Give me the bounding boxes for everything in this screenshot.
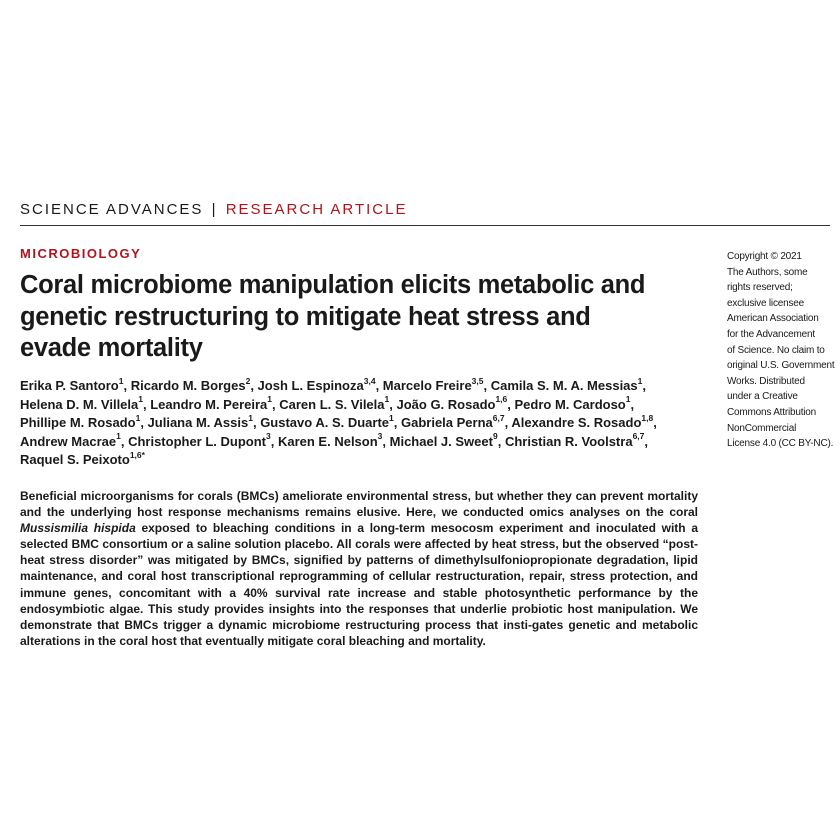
author-name: Gabriela Perna [400, 415, 493, 430]
author [396, 394, 508, 412]
author-name: Ricardo M. Borges [130, 378, 246, 393]
author-affiliation: 1,8 [641, 412, 654, 423]
copyright-notice [727, 249, 835, 452]
copyright-line: Commons Attribution [727, 406, 817, 418]
author [147, 412, 253, 430]
author-name: Pedro M. Cardoso [514, 396, 626, 412]
author [382, 375, 484, 393]
author-name: Marcelo Freire [382, 378, 472, 393]
author-affiliation: 1 [637, 375, 643, 386]
copyright-line: License 4.0 (CC BY-NC). [727, 438, 834, 450]
author-affiliation: 1 [625, 394, 631, 405]
journal-name: SCIENCE ADVANCES [20, 201, 204, 218]
author-name: Alexandre S. Rosado [511, 415, 642, 430]
author [514, 394, 631, 412]
copyright-line: rights reserved; [727, 282, 793, 294]
author-name: Erika P. Santoro [20, 378, 119, 393]
author-name: Karen E. Nelson [277, 433, 378, 449]
author-name: João G. Rosado [396, 396, 496, 412]
author-name: Gustavo A. S. Duarte [260, 415, 390, 430]
abstract-text-2: exposed to bleaching conditions in a long-term mesocosm experiment and inoculated with a selected BMC consortium or a saline solution placebo. All corals were affected by heat stress, but the observed “post-heat stress disorder” was mitigated by BMCs, signified by patterns of dimethylsulfoniopropionate degradation, lipid maintenance, and coral host transcriptional reprogramming of cellular restructuration, repair, stress protection, and immune genes, concomitant with a 40% survival rate increase and stable photosynthetic performance by the endosymbiotic algae. This study provides insights into the responses that underlie probiotic host manipulation. We demonstrate that BMCs trigger a dynamic microbiome restructuring process that insti-gates genetic and metabolic alterations in the coral host that eventually mitigate coral bleaching and mortality. [20, 521, 699, 648]
copyright-line: Copyright © 2021 [727, 251, 802, 262]
author [279, 394, 390, 412]
author [150, 394, 273, 412]
author-affiliation: 3 [377, 431, 383, 442]
author [511, 412, 654, 430]
author-affiliation: 1 [118, 375, 124, 386]
copyright-line: for the Advancement [727, 328, 815, 340]
author-name: Caren L. S. Vilela [279, 396, 385, 412]
author-affiliation: 1 [138, 394, 143, 405]
journal-header [20, 201, 407, 218]
copyright-line: Works. Distributed [727, 375, 805, 387]
article-type: RESEARCH ARTICLE [225, 201, 408, 218]
copyright-line: NonCommercial [727, 422, 797, 434]
author-list: Erika P. Santoro$^1$, Ricardo M. Borges$^2$, Josh L. Espinoza$^{3,4}$, Marcelo Freire$^{3,5}$, Camila S. M. A. Messias$^1$, Helena D. M. Villela$^1$, Leandro M. Pereira$^1$, Caren L. S. Vilela$^1$, João G. Rosado$^{1,6}$, Pedro M. Cardoso$^1$, Phillipe M. Rosado$^1$, Juliana M. Assis$^1$, Gustavo A. S. Duarte$^1$, Gabriela Perna$^{6,7}$, Alexandre S. Rosado$^{1,8}$, Andrew Macrae$^1$, Christopher L. Dupont$^3$, Karen E. Nelson$^3$, Michael J. Sweet$^9$, Christian R. Voolstra$^{6,7}$, Raquel S. Peixoto$^{1,6*}$ [20, 375, 657, 467]
author [20, 412, 141, 430]
author-affiliation: 3 [266, 431, 271, 442]
copyright-line: exclusive licensee [727, 297, 804, 309]
author-affiliation: 1 [389, 412, 394, 423]
author-affiliation: 6,7 [632, 431, 645, 442]
author [20, 375, 124, 393]
author-affiliation: 2 [245, 375, 251, 386]
author-affiliation: 1,6 [495, 394, 508, 405]
author-affiliation: 1 [116, 431, 121, 442]
author [130, 375, 251, 393]
author-name: Josh L. Espinoza [257, 378, 364, 393]
author [128, 431, 271, 449]
author [20, 431, 121, 449]
copyright-line: The Authors, some [727, 266, 808, 278]
author [504, 431, 645, 449]
author-name: Leandro M. Pereira [150, 396, 268, 412]
author-name: Christian R. Voolstra [504, 433, 633, 449]
author-affiliation: 3,5 [471, 375, 484, 386]
author [260, 412, 394, 430]
author [490, 375, 643, 393]
copyright-line: American Association [727, 313, 819, 325]
author-name: Raquel S. Peixoto [20, 452, 130, 467]
article-title: Coral microbiome manipulation elicits metabolic and genetic restructuring to mitigate heat stress and evade mortality [20, 271, 646, 362]
author [20, 394, 143, 412]
author-affiliation: 9 [492, 431, 498, 442]
author-name: Christopher L. Dupont [128, 433, 266, 449]
author-affiliation: 1,6* [129, 449, 145, 460]
author-name: Helena D. M. Villela [20, 396, 139, 412]
copyright-line: under a Creative [727, 391, 798, 403]
author [400, 412, 505, 430]
author-name: Camila S. M. A. Messias [490, 378, 638, 393]
author [257, 375, 376, 393]
author [277, 431, 383, 449]
discipline-label: MICROBIOLOGY [20, 246, 142, 261]
author [389, 431, 498, 449]
author-name: Juliana M. Assis [147, 415, 249, 430]
author-affiliation: 1 [248, 412, 253, 423]
author-affiliation: 1 [267, 394, 273, 405]
copyright-line: of Science. No claim to [727, 344, 825, 356]
abstract-text-1: Beneficial microorganisms for corals (BMCs) ameliorate environmental stress, but whether they can prevent mortality and the underlying host response mechanisms remains elusive. Here, we conducted omics analyses on the coral [20, 489, 698, 520]
author-affiliation: 3,4 [363, 375, 376, 386]
author-affiliation: 1 [135, 412, 141, 423]
author-name: Andrew Macrae [20, 433, 117, 449]
author-name: Phillipe M. Rosado [20, 415, 136, 430]
abstract [20, 488, 698, 649]
author-affiliation: 6,7 [492, 412, 505, 423]
author-name: Michael J. Sweet [389, 433, 493, 449]
author-affiliation: 1 [384, 394, 390, 405]
copyright-line: original U.S. Government [727, 360, 835, 372]
header-separator: | [211, 201, 216, 218]
author [20, 449, 145, 467]
header-rule [20, 225, 830, 226]
abstract-species: Mussismilia hispida [20, 521, 136, 536]
